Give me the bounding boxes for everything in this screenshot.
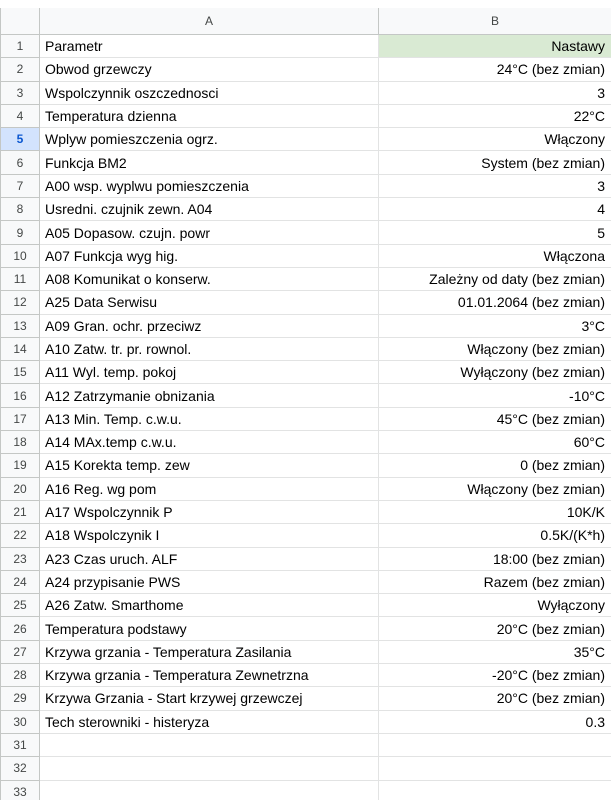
row-header[interactable]: 20 — [1, 477, 40, 500]
table-row — [1, 757, 611, 780]
table-row — [1, 267, 611, 290]
row-header[interactable]: 1 — [1, 35, 40, 58]
cell-b[interactable]: -10°C — [379, 384, 611, 407]
row-header[interactable]: 13 — [1, 314, 40, 337]
row-header[interactable]: 16 — [1, 384, 40, 407]
row-header[interactable]: 17 — [1, 407, 40, 430]
row-header[interactable]: 4 — [1, 104, 40, 127]
cell-b[interactable]: 24°C (bez zmian) — [379, 58, 611, 81]
row-header[interactable]: 7 — [1, 174, 40, 197]
cell-b[interactable]: 18:00 (bez zmian) — [379, 547, 611, 570]
table-row — [1, 733, 611, 756]
table-row — [1, 198, 611, 221]
cell-a[interactable]: A14 MAx.temp c.w.u. — [40, 431, 379, 454]
row-header[interactable]: 6 — [1, 151, 40, 174]
row-header[interactable]: 29 — [1, 687, 40, 710]
cell-a[interactable]: Temperatura dzienna — [40, 104, 379, 127]
table-row — [1, 314, 611, 337]
cell-a[interactable]: Krzywa Grzania - Start krzywej grzewczej — [40, 687, 379, 710]
column-header-a[interactable]: A — [40, 8, 379, 35]
cell-a[interactable]: A26 Zatw. Smarthome — [40, 594, 379, 617]
cell-b[interactable]: Nastawy — [379, 35, 611, 58]
table-row — [1, 640, 611, 663]
table-row — [1, 431, 611, 454]
toolbar-edge — [0, 0, 611, 8]
table-row — [1, 221, 611, 244]
cell-a[interactable]: A08 Komunikat o konserw. — [40, 267, 379, 290]
cell-a[interactable]: A18 Wspolczynik I — [40, 524, 379, 547]
row-header[interactable]: 22 — [1, 524, 40, 547]
cell-a[interactable]: Wspolczynnik oszczednosci — [40, 81, 379, 104]
cell-b[interactable] — [379, 780, 611, 800]
row-header[interactable]: 30 — [1, 710, 40, 733]
cell-b[interactable]: -20°C (bez zmian) — [379, 664, 611, 687]
cell-a[interactable]: A11 Wyl. temp. pokoj — [40, 361, 379, 384]
row-header[interactable]: 8 — [1, 198, 40, 221]
cell-a[interactable]: Parametr — [40, 35, 379, 58]
cell-a[interactable]: A16 Reg. wg pom — [40, 477, 379, 500]
cell-b[interactable]: 3 — [379, 174, 611, 197]
cell-a[interactable]: A09 Gran. ochr. przeciwz — [40, 314, 379, 337]
row-header[interactable]: 25 — [1, 594, 40, 617]
table-row — [1, 128, 611, 151]
table-row — [1, 151, 611, 174]
table-row — [1, 81, 611, 104]
row-header[interactable]: 19 — [1, 454, 40, 477]
cell-b[interactable]: 10K/K — [379, 500, 611, 523]
cell-b[interactable]: Razem (bez zmian) — [379, 570, 611, 593]
row-header[interactable]: 23 — [1, 547, 40, 570]
row-header[interactable]: 12 — [1, 291, 40, 314]
row-header[interactable]: 14 — [1, 337, 40, 360]
cell-b[interactable]: 5 — [379, 221, 611, 244]
row-header[interactable]: 33 — [1, 780, 40, 800]
cell-b[interactable]: 0.5K/(K*h) — [379, 524, 611, 547]
cell-b[interactable]: 20°C (bez zmian) — [379, 687, 611, 710]
cell-a[interactable]: Temperatura podstawy — [40, 617, 379, 640]
cell-b[interactable]: 4 — [379, 198, 611, 221]
cell-b[interactable]: Włączony — [379, 128, 611, 151]
table-row — [1, 384, 611, 407]
row-header[interactable]: 32 — [1, 757, 40, 780]
row-header[interactable]: 28 — [1, 664, 40, 687]
row-header[interactable]: 9 — [1, 221, 40, 244]
cell-a[interactable]: A00 wsp. wyplwu pomieszczenia — [40, 174, 379, 197]
table-row — [1, 500, 611, 523]
grid-body — [1, 35, 611, 800]
row-header[interactable]: 2 — [1, 58, 40, 81]
cell-a[interactable] — [40, 780, 379, 800]
cell-b[interactable]: Włączony (bez zmian) — [379, 477, 611, 500]
cell-b[interactable]: 35°C — [379, 640, 611, 663]
row-header[interactable]: 5 — [1, 128, 40, 151]
table-row — [1, 780, 611, 800]
row-header[interactable]: 27 — [1, 640, 40, 663]
cell-b[interactable]: 60°C — [379, 431, 611, 454]
table-row — [1, 547, 611, 570]
cell-a[interactable]: A13 Min. Temp. c.w.u. — [40, 407, 379, 430]
cell-b[interactable]: 0 (bez zmian) — [379, 454, 611, 477]
cell-b[interactable]: 01.01.2064 (bez zmian) — [379, 291, 611, 314]
cell-a[interactable]: Tech sterowniki - histeryza — [40, 710, 379, 733]
cell-b[interactable] — [379, 733, 611, 756]
cell-a[interactable]: Funkcja BM2 — [40, 151, 379, 174]
table-row — [1, 594, 611, 617]
table-row — [1, 407, 611, 430]
row-header[interactable]: 3 — [1, 81, 40, 104]
cell-a[interactable]: Obwod grzewczy — [40, 58, 379, 81]
table-row — [1, 337, 611, 360]
table-row — [1, 687, 611, 710]
cell-b[interactable]: Wyłączony (bez zmian) — [379, 361, 611, 384]
cell-a[interactable]: Krzywa grzania - Temperatura Zasilania — [40, 640, 379, 663]
table-row — [1, 710, 611, 733]
cell-a[interactable] — [40, 733, 379, 756]
cell-b[interactable]: Włączona — [379, 244, 611, 267]
cell-b[interactable]: Wyłączony — [379, 594, 611, 617]
cell-a[interactable]: A23 Czas uruch. ALF — [40, 547, 379, 570]
column-header-b[interactable]: B — [379, 8, 611, 35]
cell-b[interactable] — [379, 757, 611, 780]
cell-b[interactable]: 45°C (bez zmian) — [379, 407, 611, 430]
cell-b[interactable]: 3°C — [379, 314, 611, 337]
cell-a[interactable]: Usredni. czujnik zewn. A04 — [40, 198, 379, 221]
cell-b[interactable]: Zależny od daty (bez zmian) — [379, 267, 611, 290]
table-row — [1, 58, 611, 81]
cell-a[interactable]: Krzywa grzania - Temperatura Zewnetrzna — [40, 664, 379, 687]
cell-b[interactable]: 20°C (bez zmian) — [379, 617, 611, 640]
cell-a[interactable] — [40, 757, 379, 780]
cell-a[interactable]: Wplyw pomieszczenia ogrz. — [40, 128, 379, 151]
cell-b[interactable]: 22°C — [379, 104, 611, 127]
cell-b[interactable]: System (bez zmian) — [379, 151, 611, 174]
cell-a[interactable]: A17 Wspolczynnik P — [40, 500, 379, 523]
row-header[interactable]: 31 — [1, 733, 40, 756]
table-row — [1, 291, 611, 314]
table-row — [1, 35, 611, 58]
row-header[interactable]: 24 — [1, 570, 40, 593]
cell-a[interactable]: A12 Zatrzymanie obnizania — [40, 384, 379, 407]
table-row — [1, 477, 611, 500]
row-header[interactable]: 21 — [1, 500, 40, 523]
cell-b[interactable]: Włączony (bez zmian) — [379, 337, 611, 360]
row-header[interactable]: 15 — [1, 361, 40, 384]
table-row — [1, 617, 611, 640]
cell-a[interactable]: A05 Dopasow. czujn. powr — [40, 221, 379, 244]
cell-b[interactable]: 0.3 — [379, 710, 611, 733]
table-row — [1, 570, 611, 593]
cell-a[interactable]: A15 Korekta temp. zew — [40, 454, 379, 477]
table-row — [1, 174, 611, 197]
table-row — [1, 524, 611, 547]
sheet-grid — [0, 8, 611, 800]
row-header[interactable]: 26 — [1, 617, 40, 640]
table-row — [1, 664, 611, 687]
select-all-corner[interactable] — [1, 8, 40, 35]
row-header[interactable]: 10 — [1, 244, 40, 267]
table-row — [1, 104, 611, 127]
row-header[interactable]: 11 — [1, 267, 40, 290]
cell-a[interactable]: A10 Zatw. tr. pr. rownol. — [40, 337, 379, 360]
column-header-row — [1, 8, 611, 35]
table-row — [1, 244, 611, 267]
cell-a[interactable]: A24 przypisanie PWS — [40, 570, 379, 593]
cell-a[interactable]: A07 Funkcja wyg hig. — [40, 244, 379, 267]
table-row — [1, 361, 611, 384]
row-header[interactable]: 18 — [1, 431, 40, 454]
cell-a[interactable]: A25 Data Serwisu — [40, 291, 379, 314]
table-row — [1, 454, 611, 477]
cell-b[interactable]: 3 — [379, 81, 611, 104]
